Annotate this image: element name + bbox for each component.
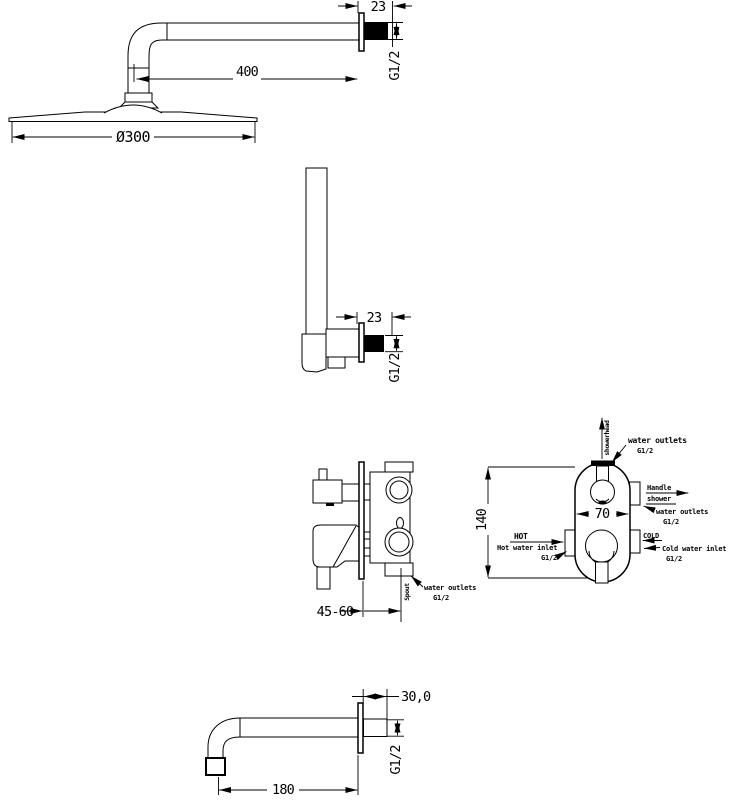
shower-head [9,105,257,122]
dim-text-holder-wall-depth: 23 [366,310,382,326]
top-outlet-callout [612,436,687,462]
bottom-outlet-label: water outlets [424,584,477,592]
valve-wall-plate [359,462,364,579]
thermostat-knob [591,480,615,504]
hot-tag: HOT [514,532,528,541]
top-outlet-label: water outlets [628,436,687,445]
dim-text-arm-length: 400 [236,64,258,80]
mixer-valve-side-view [313,462,476,622]
dim-spout-thread [388,720,405,775]
hand-shower-view [302,168,411,383]
dim-text-spout-length: 180 [272,782,294,798]
dim-text-holder-thread: G1/2 [387,353,403,383]
spout-thread-connector [364,719,388,737]
spout-view [206,689,431,798]
top-outlet-port [591,461,615,467]
dim-text-valve-height: 140 [474,509,490,531]
side-outlet-thread: G1/2 [663,518,680,526]
spout-wall-flange [358,703,363,753]
spout-end-cap [206,758,225,775]
dim-spout-length [219,755,359,798]
dim-text-spout-wall-depth: 30,0 [401,689,431,705]
hot-inlet-thread: G1/2 [541,554,558,562]
side-outlet-label: water outlets [656,508,709,516]
cold-inlet-label: Cold water inlet [662,545,727,553]
hot-inlet-port [565,530,575,556]
dim-holder-thread [385,336,403,383]
dim-arm-thread [387,23,403,81]
dim-text-arm-thread: G1/2 [387,51,403,81]
cold-inlet-thread: G1/2 [666,555,683,563]
dim-text-head-diameter: Ø300 [115,128,151,146]
hot-inlet-callout [497,532,567,562]
holder-wall-flange [359,323,364,362]
cold-inlet-callout [643,532,727,563]
dim-text-spout-thread: G1/2 [388,745,404,775]
valve-body-side [364,462,413,576]
side-outlet-port [630,482,641,505]
overhead-shower-view [9,0,412,146]
side-outlet-callout [644,506,709,526]
cold-tag: COLD [643,532,660,540]
spout-connection-tag: Spout [403,583,411,601]
spout-body [206,718,358,775]
dim-head-diameter [12,122,255,146]
top-outlet-thread: G1/2 [637,447,654,455]
temperature-handle [313,469,360,506]
riser-tag: showerhead [603,420,611,456]
dim-text-valve-depth-range: 45-60 [316,604,354,620]
dim-arm-length [134,64,357,82]
holder-thread-connector [364,335,384,352]
bottom-outlet-callout [411,576,476,602]
diverter-handle [313,525,364,589]
dim-text-valve-width: 70 [594,506,610,522]
dim-spout-wall-depth [352,689,431,719]
hot-inlet-label: Hot water inlet [497,544,558,552]
handle-shower-label-2: shower [647,495,672,503]
dim-text-arm-wall-depth: 23 [370,0,386,15]
handle-shower-callout [646,484,688,504]
bottom-outlet-thread: G1/2 [433,594,450,602]
hand-shower-holder [302,329,359,372]
arm-thread-connector [364,22,388,40]
mixer-valve-front-view [474,418,726,583]
cold-inlet-port [630,530,641,553]
arm-wall-flange [359,13,364,51]
handle-shower-label-1: Handle [647,484,672,492]
hand-shower-wand [306,168,327,334]
